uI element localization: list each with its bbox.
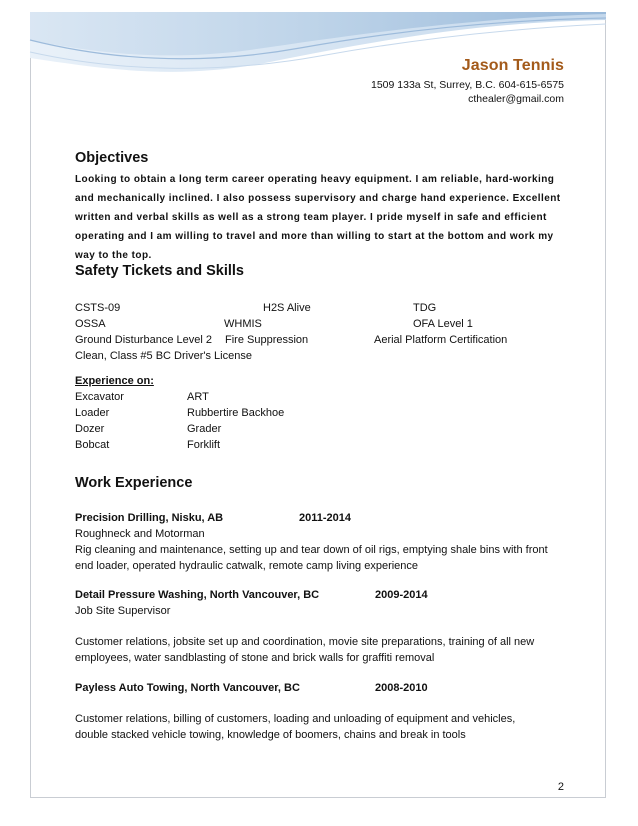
equipment-item: Rubbertire Backhoe (187, 407, 285, 419)
safety-heading: Safety Tickets and Skills (75, 263, 244, 279)
candidate-name: Jason Tennis (461, 57, 564, 74)
equipment-item: Forklift (187, 439, 220, 451)
skills-row (75, 332, 575, 348)
job-dates: 2009-2014 (375, 589, 428, 601)
objectives-heading: Objectives (75, 150, 149, 166)
resume-body (75, 150, 565, 741)
skill-item: OFA Level 1 (413, 318, 473, 330)
skill-item: Fire Suppression (225, 334, 309, 346)
resume-header (371, 57, 564, 106)
job-title-row (75, 587, 575, 603)
email-address[interactable]: cthealer@gmail.com (468, 93, 564, 105)
job-description: Customer relations, billing of customers, loading and unloading of equipment and vehicles, double stacked vehicle towing, knowledge of boomers, chains and break in tools (75, 713, 516, 741)
safety-skills-list (75, 300, 575, 364)
equipment-item: ART (187, 391, 209, 403)
equipment-item: Bobcat (75, 439, 110, 451)
equipment-row (75, 437, 375, 453)
job-company: Precision Drilling, Nisku, AB (75, 512, 224, 524)
skill-item: Ground Disturbance Level 2 (75, 334, 212, 346)
job-dates: 2008-2010 (375, 682, 428, 694)
job-description: Rig cleaning and maintenance, setting up and tear down of oil rigs, emptying shale bins with front end loader, operated hydraulic catwalk, remote camp living experience (75, 544, 548, 572)
job-role: Job Site Supervisor (75, 605, 171, 617)
equipment-item: Loader (75, 407, 110, 419)
equipment-item: Dozer (75, 423, 105, 435)
equipment-row (75, 389, 375, 405)
address-line: 1509 133a St, Surrey, B.C. 604-615-6575 (370, 79, 564, 91)
job-title-row (75, 510, 575, 526)
job-description: Customer relations, jobsite set up and coordination, movie site preparations, training of all new employees, water sandblasting of stone and brick walls for graffiti removal (75, 636, 535, 664)
skills-row (75, 300, 575, 316)
job-company: Detail Pressure Washing, North Vancouver, BC (75, 589, 320, 601)
job-entry (75, 587, 575, 666)
equipment-item: Excavator (75, 391, 124, 403)
work-heading: Work Experience (75, 475, 193, 491)
skill-item: Clean, Class #5 BC Driver's License (75, 350, 252, 362)
equipment-item: Grader (187, 423, 222, 435)
skill-item: OSSA (75, 318, 106, 330)
equipment-row (75, 421, 375, 437)
job-role: Roughneck and Motorman (75, 528, 205, 540)
job-title-row (75, 680, 575, 696)
job-entry (75, 510, 575, 574)
equipment-row (75, 405, 375, 421)
skills-row (75, 316, 575, 332)
skill-item: H2S Alive (263, 302, 311, 314)
experience-on-list (75, 373, 375, 453)
objectives-text: Looking to obtain a long term career operating heavy equipment. I am reliable, hard-working and mechanically inclined. I also possess supervisory and charge hand experience. Excellent written and verbal skills as well as a strong team player. I pride myself in safe and efficient operating and I am willing to travel and more than willing to start at the bottom and work my way to the top. (75, 174, 561, 261)
skill-item: TDG (413, 302, 437, 314)
skill-item: WHMIS (224, 318, 262, 330)
job-entry (75, 680, 575, 743)
page-number: 2 (557, 781, 564, 793)
skills-row (75, 348, 575, 364)
skill-item: Aerial Platform Certification (374, 334, 508, 346)
experience-on-heading: Experience on: (75, 375, 154, 387)
job-dates: 2011-2014 (299, 512, 351, 524)
job-company: Payless Auto Towing, North Vancouver, BC (75, 682, 300, 694)
skill-item: CSTS-09 (75, 302, 121, 314)
